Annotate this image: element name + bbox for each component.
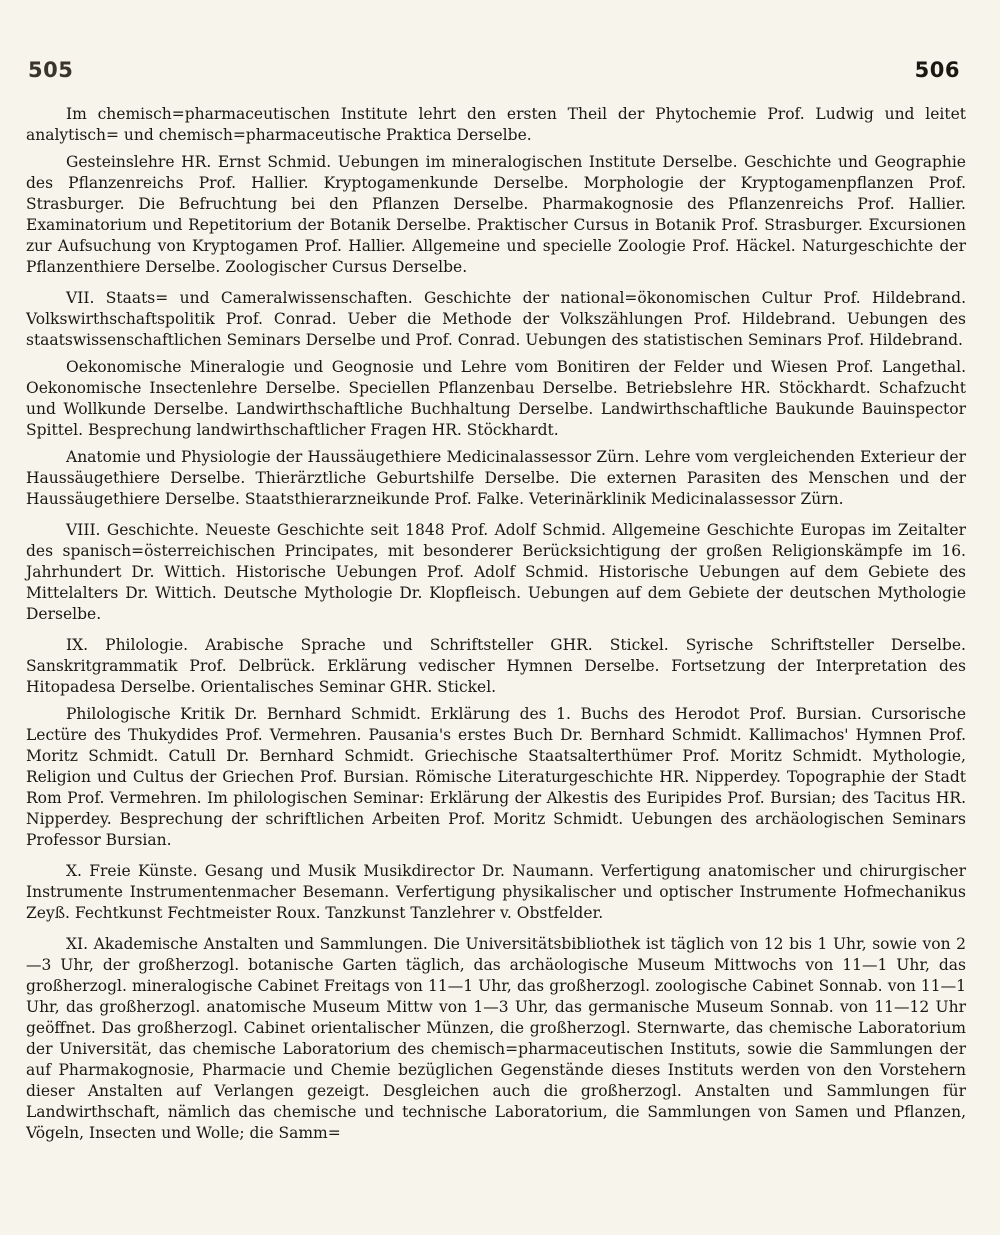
paragraph-agriculture: Oekonomische Mineralogie und Geognosie und Lehre vom Bonitiren der Felder und Wiesen Prof. Langethal. Oekonomische Insectenlehre Derselbe. Speciellen Pflanzenbau Derselbe. Betriebslehre HR. Stöckhardt. Schafzucht und Wollkunde Derselbe. Landwirthschaftliche Buchhaltung Derselbe. Landwirthschaftliche Baukunde Bauinspector Spittel. Besprechung landwirthschaftlicher Fragen HR. Stöckhardt.	[26, 358, 966, 439]
section-viii-history: VIII. Geschichte. Neueste Geschichte seit 1848 Prof. Adolf Schmid. Allgemeine Geschichte Europas im Zeitalter des spanisch=österreichischen Principates, mit besonderer Berücksichtigung der großen Religionskämpfe im 16. Jahrhundert Dr. Wittich. Historische Uebungen Prof. Adolf Schmid. Historische Uebungen auf dem Gebiete des Mittelalters Dr. Wittich. Deutsche Mythologie Dr. Klopfleisch. Uebungen auf dem Gebiete der deutschen Mythologie Derselbe.	[26, 521, 966, 623]
body-text	[26, 104, 966, 1150]
section-xi-institutions: XI. Akademische Anstalten und Sammlungen. Die Universitätsbibliothek ist täglich von 12 bis 1 Uhr, sowie von 2—3 Uhr, der großherzogl. botanische Garten täglich, das archäologische Museum Mittwochs von 11—1 Uhr, das großherzogl. mineralogische Cabinet Freitags von 11—1 Uhr, das großherzogl. zoologische Cabinet Sonnab. von 11—1 Uhr, das großherzogl. anatomische Museum Mittw von 1—3 Uhr, das germanische Museum Sonnab. von 11—12 Uhr geöffnet. Das großherzogl. Cabinet orientalischer Münzen, die großherzogl. Sternwarte, das chemische Laboratorium der Universität, das chemische Laboratorium des chemisch=pharmaceutischen Instituts, sowie die Sammlungen der auf Pharmakognosie, Pharmacie und Chemie bezüglichen Gegenstände dieses Instituts werden von den Vorstehern dieser Anstalten auf Verlangen gezeigt. Desgleichen auch die großherzogl. Anstalten und Sammlungen für Landwirthschaft, nämlich das chemische und technische Laboratorium, die Sammlungen von Samen und Pflanzen, Vögeln, Insecten und Wolle; die Samm=	[26, 935, 966, 1142]
paragraph-geology-botany-zoology: Gesteinslehre HR. Ernst Schmid. Uebungen im mineralogischen Institute Derselbe. Geschichte und Geographie des Pflanzenreichs Prof. Hallier. Kryptogamenkunde Derselbe. Morphologie der Kryptogamenpflanzen Prof. Strasburger. Die Befruchtung bei den Pflanzen Derselbe. Pharmakognosie des Pflanzenreichs Prof. Hallier. Examinatorium und Repetitorium der Botanik Derselbe. Praktischer Cursus in Botanik Prof. Strasburger. Excursionen zur Aufsuchung von Kryptogamen Prof. Hallier. Allgemeine und specielle Zoologie Prof. Häckel. Naturgeschichte der Pflanzenthiere Derselbe. Zoologischer Cursus Derselbe.	[26, 153, 966, 276]
paragraph-classical-philology: Philologische Kritik Dr. Bernhard Schmidt. Erklärung des 1. Buchs des Herodot Prof. Bursian. Cursorische Lectüre des Thukydides Prof. Vermehren. Pausania's erstes Buch Dr. Bernhard Schmidt. Kallimachos' Hymnen Prof. Moritz Schmidt. Catull Dr. Bernhard Schmidt. Griechische Staatsalterthümer Prof. Moritz Schmidt. Mythologie, Religion und Cultus der Griechen Prof. Bursian. Römische Literaturgeschichte HR. Nipperdey. Topographie der Stadt Rom Prof. Vermehren. Im philologischen Seminar: Erklärung der Alkestis des Euripides Prof. Bursian; des Tacitus HR. Nipperdey. Besprechung der schriftlichen Arbeiten Prof. Moritz Schmidt. Uebungen des archäologischen Seminars Professor Bursian.	[26, 705, 966, 849]
page-number-left: 505	[28, 58, 74, 82]
paragraph-veterinary: Anatomie und Physiologie der Haussäugethiere Medicinalassessor Zürn. Lehre vom vergleichenden Exterieur der Haussäugethiere Derselbe. Thierärztliche Geburtshilfe Derselbe. Die externen Parasiten des Menschen und der Haussäugethiere Derselbe. Staatsthierarzneikunde Prof. Falke. Veterinärklinik Medicinalassessor Zürn.	[26, 448, 966, 508]
paragraph-chemical-institute: Im chemisch=pharmaceutischen Institute lehrt den ersten Theil der Phytochemie Prof. Ludwig und leitet analytisch= und chemisch=pharmaceutische Praktica Derselbe.	[26, 105, 966, 144]
section-vii-cameral: VII. Staats= und Cameralwissenschaften. Geschichte der national=ökonomischen Cultur Prof. Hildebrand. Volkswirthschaftspolitik Prof. Conrad. Ueber die Methode der Volkszählungen Prof. Hildebrand. Uebungen des staatswissenschaftlichen Seminars Derselbe und Prof. Conrad. Uebungen des statistischen Seminars Prof. Hildebrand.	[26, 289, 966, 349]
section-x-free-arts: X. Freie Künste. Gesang und Musik Musikdirector Dr. Naumann. Verfertigung anatomischer und chirurgischer Instrumente Instrumentenmacher Besemann. Verfertigung physikalischer und optischer Instrumente Hofmechanikus Zeyß. Fechtkunst Fechtmeister Roux. Tanzkunst Tanzlehrer v. Obstfelder.	[26, 862, 966, 922]
section-ix-philology: IX. Philologie. Arabische Sprache und Schriftsteller GHR. Stickel. Syrische Schriftsteller Derselbe. Sanskritgrammatik Prof. Delbrück. Erklärung vedischer Hymnen Derselbe. Fortsetzung der Interpretation des Hitopadesa Derselbe. Orientalisches Seminar GHR. Stickel.	[26, 636, 966, 696]
page-number-right: 506	[914, 58, 960, 82]
